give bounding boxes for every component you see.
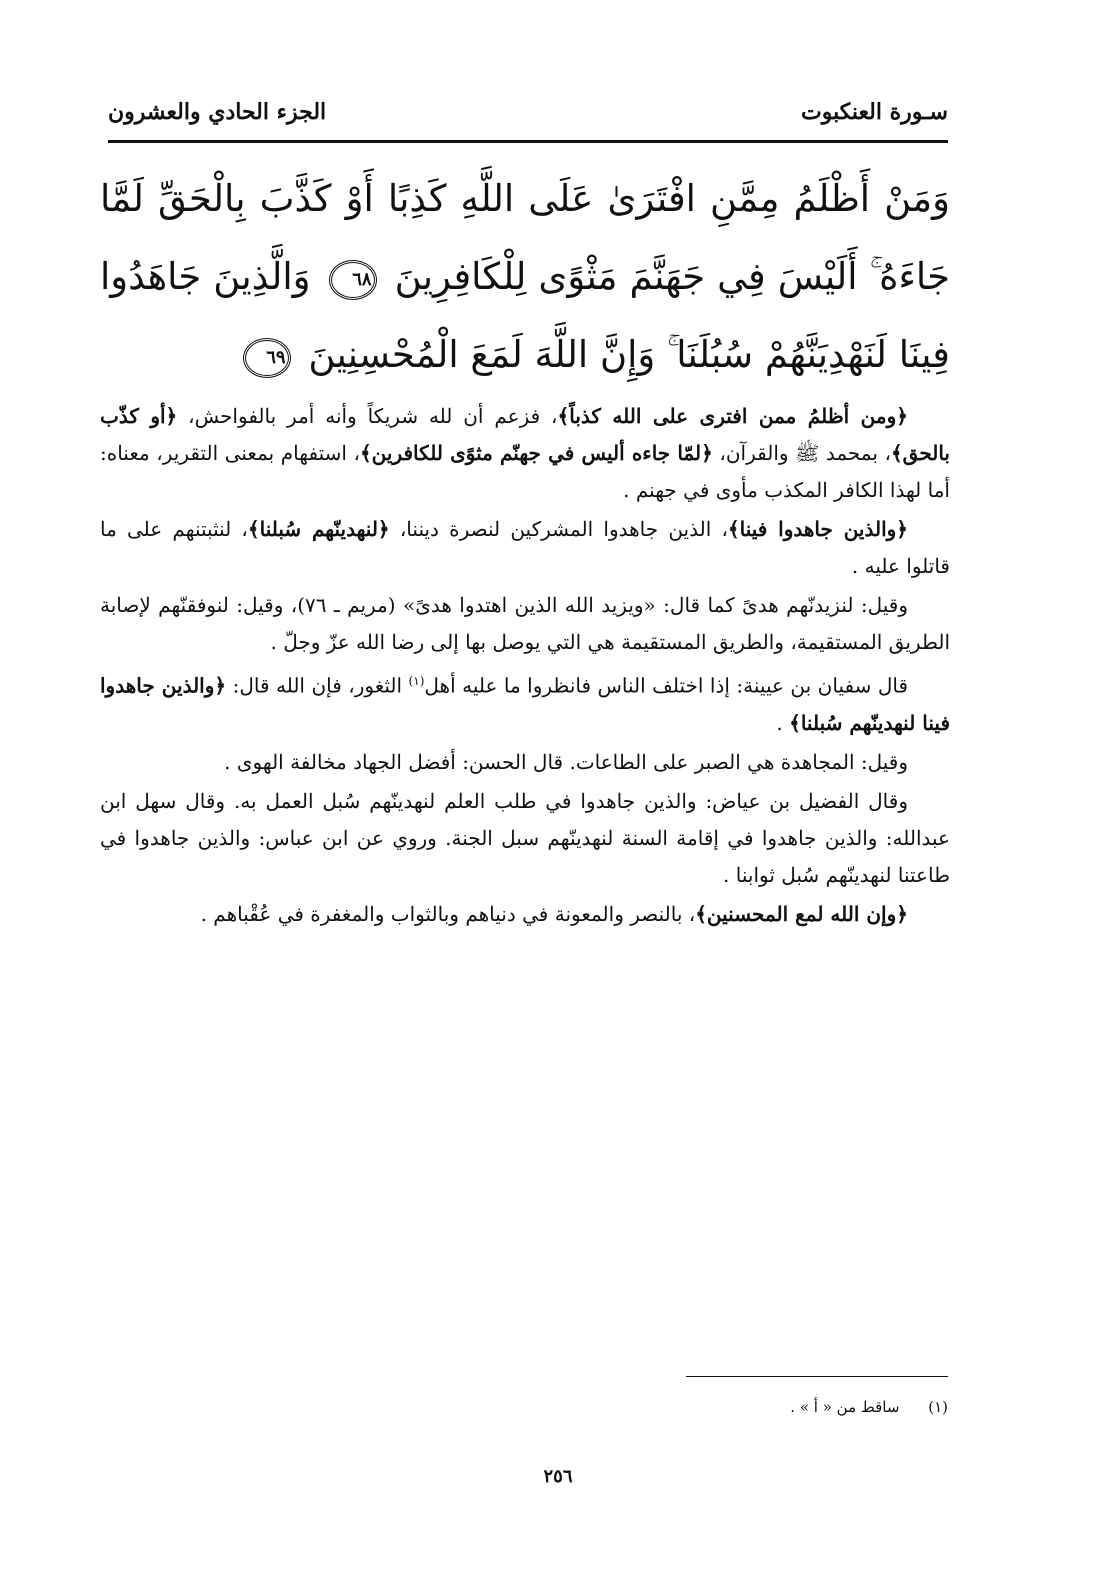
commentary-text: ، فزعم أن لله شريكاً وأنه أمر بالفواحش، xyxy=(177,404,558,428)
juz-title: الجزء الحادي والعشرون xyxy=(108,99,327,125)
quoted-verse: ﴿لمّا جاءه أليس في جهنّم مثوًى للكافرين﴾ xyxy=(359,441,713,465)
commentary-text: ، بمحمد ﷺ والقرآن، xyxy=(712,441,891,465)
commentary-text: ، استفهام بمعنى التقرير، معناه: أما لهذا الكافر المكذب مأوى في جهنم . xyxy=(100,441,950,502)
commentary-text: الثغور، فإن الله قال: xyxy=(226,673,409,698)
commentary-text: ، لنثبتنهم على ما قاتلوا عليه . xyxy=(100,517,950,578)
commentary-paragraph xyxy=(100,744,950,781)
quoted-verse: ﴿أو كذّب بالحق﴾ xyxy=(100,404,950,465)
surah-title: سـورة العنكبوت xyxy=(801,99,948,125)
commentary-text: وقال الفضيل بن عياض: والذين جاهدوا في طلب العلم لنهدينّهم سُبل العمل به. وقال سهل ابن عبدالله: والذين جاهدوا في إقامة السنة لنهدينّهم سبل الجنة. وروي عن ابن عباس: والذين جاهدوا في طاعتنا لنهدينّهم سُبل ثوابنا . xyxy=(100,788,950,887)
quoted-verse: ﴿والذين جاهدوا فينا لنهدينّهم سُبلنا﴾ xyxy=(100,673,950,735)
quoted-verse: ﴿لنهدينّهم سُبلنا﴾ xyxy=(247,517,390,541)
quoted-verse: ﴿والذين جاهدوا فينا﴾ xyxy=(727,517,909,541)
verse-69-text: وَالَّذِينَ جَاهَدُوا فِينَا لَنَهْدِيَنَّهُمْ سُبُلَنَا ۚ وَإِنَّ اللَّهَ لَمَعَ الْمُحْسِنِينَ xyxy=(100,255,950,376)
footnote-reference: (١) xyxy=(408,674,425,688)
quoted-verse: ﴿وإن الله لمع المحسنين﴾ xyxy=(695,901,908,926)
page-header xyxy=(108,92,948,132)
commentary-text: ، الذين جاهدوا المشركين لنصرة ديننا، xyxy=(389,517,728,541)
commentary-text: . xyxy=(776,710,790,735)
commentary-text: وقيل: المجاهدة هي الصبر على الطاعات. قال الحسن: أفضل الجهاد مخالفة الهوى . xyxy=(224,749,908,774)
verse-69-number: ٦٩ xyxy=(243,338,291,378)
quran-verses xyxy=(100,160,950,394)
commentary-paragraph xyxy=(100,587,950,661)
verse-68-number: ٦٨ xyxy=(329,260,377,300)
commentary-paragraph xyxy=(100,783,950,894)
commentary-text: قال سفيان بن عيينة: إذا اختلف الناس فانظروا ما عليه أهل xyxy=(424,673,909,698)
tafsir-commentary xyxy=(100,398,950,935)
commentary-paragraph xyxy=(100,398,950,509)
footnote xyxy=(560,1394,948,1420)
commentary-text: ، بالنصر والمعونة في دنياهم وبالثواب والمغفرة في عُقْباهم . xyxy=(200,901,696,926)
commentary-paragraph xyxy=(100,663,950,742)
footnote-number: (١) xyxy=(928,1398,948,1416)
commentary-paragraph xyxy=(100,511,950,585)
quoted-verse: ﴿ومن أظلمُ ممن افترى على الله كذباً﴾ xyxy=(557,404,908,428)
verse-68-text: وَمَنْ أَظْلَمُ مِمَّنِ افْتَرَىٰ عَلَى اللَّهِ كَذِبًا أَوْ كَذَّبَ بِالْحَقِّ لَمَّا جَاءَهُ ۚ أَلَيْسَ فِي جَهَنَّمَ مَثْوًى لِلْكَافِرِينَ xyxy=(100,177,951,298)
commentary-text: وقيل: لنزيدنّهم هدىً كما قال: «ويزيد الله الذين اهتدوا هدىً» (مريم ـ ٧٦)، وقيل: لنوفقنّهم لإصابة الطريق المستقيمة، والطريق المستقيمة هي التي يوصل بها إلى رضا الله عزّ وجلّ . xyxy=(100,593,950,654)
page-number: ٢٥٦ xyxy=(543,1466,573,1487)
footnote-divider xyxy=(686,1376,948,1377)
footnote-text: ساقط من « أ » . xyxy=(790,1398,900,1416)
commentary-paragraph xyxy=(100,896,950,933)
header-divider xyxy=(108,140,948,143)
